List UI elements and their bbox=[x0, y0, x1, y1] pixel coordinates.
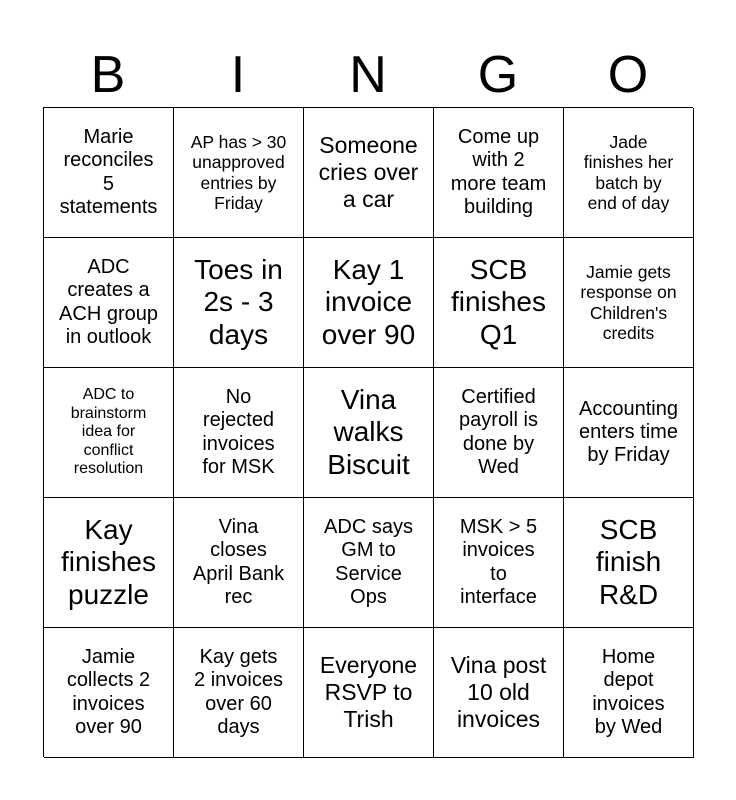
cell-text: ADC creates a ACH group in outlook bbox=[59, 256, 158, 348]
cell-text: Jade finishes her batch by end of day bbox=[583, 131, 674, 213]
cell-text: Vina post 10 old invoices bbox=[450, 652, 547, 732]
bingo-cell-r0-c3[interactable] bbox=[434, 108, 564, 238]
bingo-cell-r3-c3[interactable] bbox=[434, 498, 564, 628]
bingo-cell-r3-c1[interactable] bbox=[174, 498, 304, 628]
cell-text: AP has > 30 unapproved entries by Friday bbox=[190, 131, 287, 213]
cell-text: Marie reconciles 5 statements bbox=[59, 126, 158, 218]
cell-text: Kay 1 invoice over 90 bbox=[321, 253, 416, 350]
cell-text: Home depot invoices by Wed bbox=[592, 646, 665, 738]
bingo-cell-r1-c4[interactable] bbox=[564, 238, 694, 368]
bingo-cell-r2-c1[interactable] bbox=[174, 368, 304, 498]
bingo-cell-r1-c2[interactable] bbox=[304, 238, 434, 368]
bingo-cell-r3-c4[interactable] bbox=[564, 498, 694, 628]
cell-text: Everyone RSVP to Trish bbox=[319, 652, 418, 732]
cell-text: Come up with 2 more team building bbox=[450, 126, 547, 218]
bingo-cell-r0-c1[interactable] bbox=[174, 108, 304, 238]
bingo-cell-r4-c3[interactable] bbox=[434, 628, 564, 758]
bingo-header bbox=[43, 42, 693, 108]
cell-text: Kay finishes puzzle bbox=[61, 513, 156, 610]
bingo-cell-r4-c4[interactable] bbox=[564, 628, 694, 758]
cell-text: ADC to brainstorm idea for conflict resolution bbox=[70, 386, 147, 478]
bingo-cell-r2-c3[interactable] bbox=[434, 368, 564, 498]
cell-text: MSK > 5 invoices to interface bbox=[459, 516, 538, 608]
header-letter-i: I bbox=[230, 46, 246, 104]
bingo-cell-r4-c1[interactable] bbox=[174, 628, 304, 758]
bingo-cell-r2-c0[interactable] bbox=[44, 368, 174, 498]
cell-text: SCB finishes Q1 bbox=[451, 253, 546, 350]
bingo-cell-r1-c1[interactable] bbox=[174, 238, 304, 368]
bingo-cell-r2-c4[interactable] bbox=[564, 368, 694, 498]
bingo-cell-r4-c0[interactable] bbox=[44, 628, 174, 758]
cell-text: Someone cries over a car bbox=[318, 132, 419, 212]
cell-text: Toes in 2s - 3 days bbox=[194, 253, 283, 350]
cell-text: Certified payroll is done by Wed bbox=[459, 386, 538, 478]
bingo-cell-r1-c0[interactable] bbox=[44, 238, 174, 368]
cell-text: Kay gets 2 invoices over 60 days bbox=[194, 646, 283, 738]
bingo-cell-r3-c0[interactable] bbox=[44, 498, 174, 628]
bingo-cell-r3-c2[interactable] bbox=[304, 498, 434, 628]
cell-text: ADC says GM to Service Ops bbox=[324, 516, 413, 608]
cell-text: Jamie collects 2 invoices over 90 bbox=[66, 646, 151, 738]
bingo-cell-r0-c4[interactable] bbox=[564, 108, 694, 238]
header-letter-b: B bbox=[90, 46, 126, 104]
bingo-board bbox=[43, 107, 693, 757]
cell-text: Vina walks Biscuit bbox=[327, 383, 410, 480]
header-letter-n: N bbox=[349, 46, 387, 104]
cell-text: Vina closes April Bank rec bbox=[192, 516, 285, 608]
bingo-cell-r0-c2[interactable] bbox=[304, 108, 434, 238]
header-letter-o: O bbox=[607, 46, 649, 104]
cell-text: SCB finish R&D bbox=[595, 513, 662, 610]
cell-text: Jamie gets response on Children's credits bbox=[580, 261, 677, 343]
bingo-cell-r1-c3[interactable] bbox=[434, 238, 564, 368]
cell-text: No rejected invoices for MSK bbox=[202, 386, 275, 478]
bingo-cell-r2-c2[interactable] bbox=[304, 368, 434, 498]
cell-text: Accounting enters time by Friday bbox=[579, 397, 678, 467]
bingo-cell-r4-c2[interactable] bbox=[304, 628, 434, 758]
header-letter-g: G bbox=[477, 46, 519, 104]
bingo-cell-r0-c0[interactable] bbox=[44, 108, 174, 238]
